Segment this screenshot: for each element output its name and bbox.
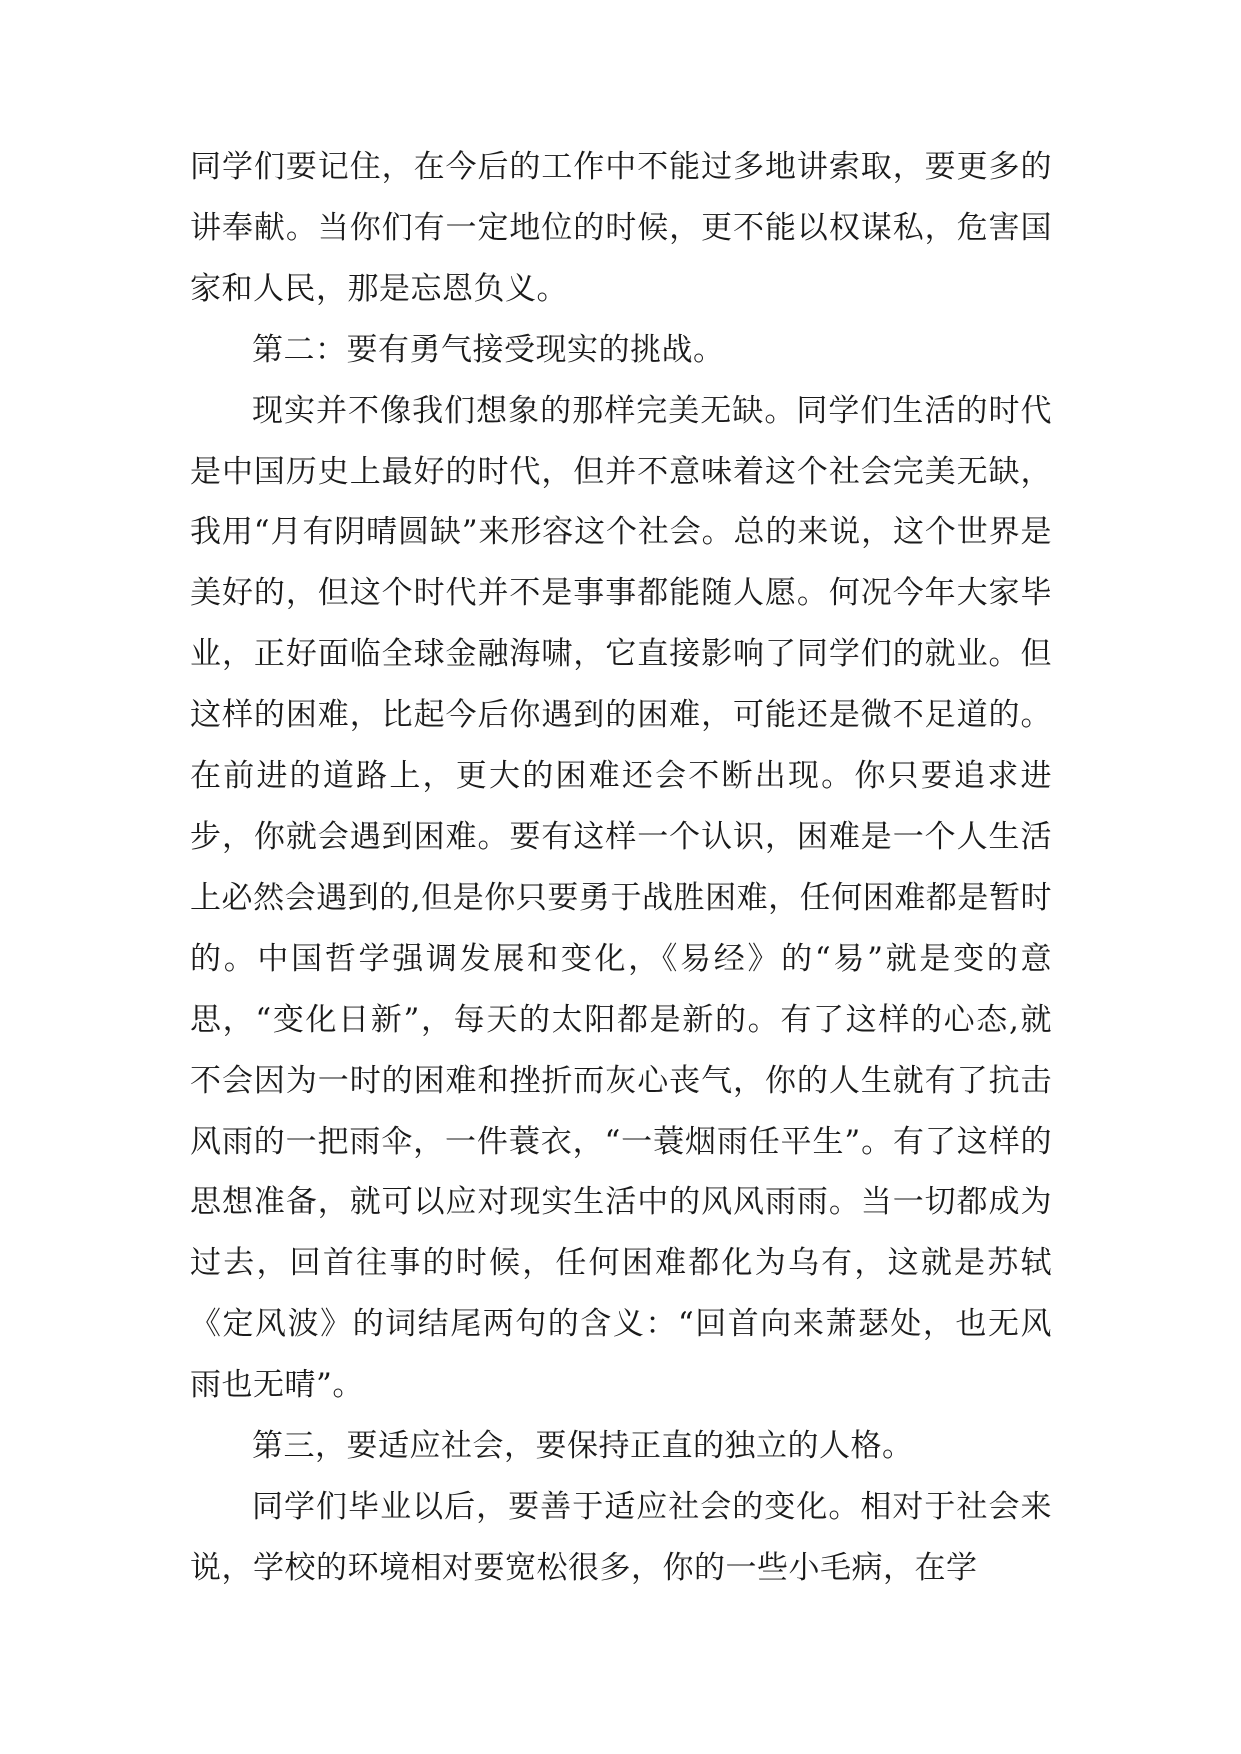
document-page [190,137,1052,1599]
paragraph-contribution: 同学们要记住，在今后的工作中不能过多地讲索取，要更多的讲奉献。当你们有一定地位的时候，更不能以权谋私，危害国家和人民，那是忘恩负义。 [190,149,1052,307]
heading-third-point: 第三，要适应社会，要保持正直的独立的人格。 [252,1428,914,1465]
paragraph-adapt-society: 同学们毕业以后，要善于适应社会的变化。相对于社会来说，学校的环境相对要宽松很多，你的一些小毛病，在学 [190,1488,1052,1586]
paragraph-reality-challenge: 现实并不像我们想象的那样完美无缺。同学们生活的时代是中国历史上最好的时代，但并不意味着这个社会完美无缺，我用“月有阴晴圆缺”来形容这个社会。总的来说，这个世界是美好的，但这个时代并不是事事都能随人愿。何况今年大家毕业，正好面临全球金融海啸，它直接影响了同学们的就业。但这样的困难，比起今后你遇到的困难，可能还是微不足道的。在前进的道路上，更大的困难还会不断出现。你只要追求进步，你就会遇到困难。要有这样一个认识，困难是一个人生活上必然会遇到的,但是你只要勇于战胜困难，任何困难都是暂时的。中国哲学强调发展和变化，《易经》的“易”就是变的意思，“变化日新”，每天的太阳都是新的。有了这样的心态,就不会因为一时的困难和挫折而灰心丧气，你的人生就有了抗击风雨的一把雨伞，一件蓑衣，“一蓑烟雨任平生”。有了这样的思想准备，就可以应对现实生活中的风风雨雨。当一切都成为过去，回首往事的时候，任何困难都化为乌有，这就是苏轼《定风波》的词结尾两句的含义：“回首向来萧瑟处，也无风雨也无晴”。 [190,392,1052,1404]
heading-second-point: 第二：要有勇气接受现实的挑战。 [252,331,725,368]
